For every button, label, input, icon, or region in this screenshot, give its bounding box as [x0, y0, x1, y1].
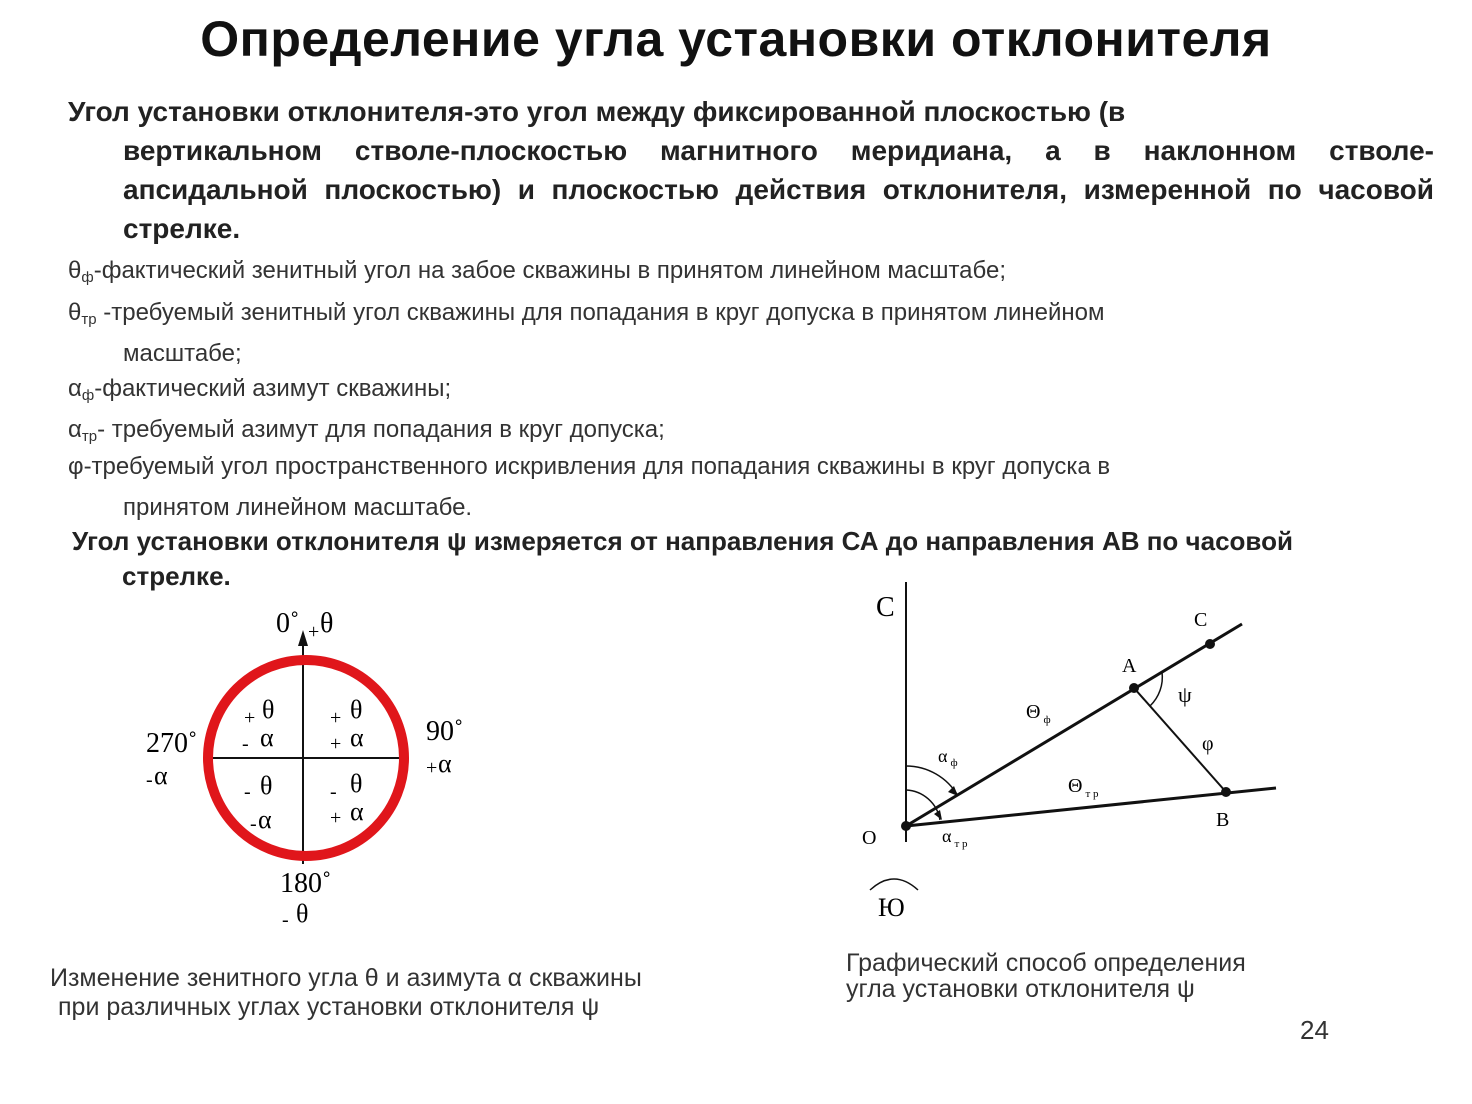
legend-text-continuation: масштабе;: [123, 340, 242, 367]
point-A: [1129, 683, 1139, 693]
legend-text: -фактический зенитный угол на забое скважины в принятом линейном масштабе;: [93, 257, 1007, 284]
label-south: Ю: [878, 893, 905, 922]
label-left-symbol: α: [154, 761, 168, 790]
legend-text-continuation: принятом линейном масштабе.: [123, 494, 473, 521]
legend-item-alpha-tr: [68, 413, 1434, 454]
svg-text:θ: θ: [350, 769, 363, 798]
svg-text:θ: θ: [262, 695, 275, 724]
svg-text:-: -: [250, 813, 257, 835]
quadrant-top-right: [330, 695, 364, 755]
svg-text:-: -: [330, 781, 337, 803]
legend-text: -требуемый зенитный угол скважины для попадания в круг допуска в принятом линейном: [96, 299, 1105, 326]
label-left-angle: 270˚: [146, 728, 198, 759]
label-bottom-sign: -: [282, 909, 289, 931]
label-right-angle: 90˚: [426, 716, 464, 747]
svg-text:-: -: [244, 781, 251, 803]
label-right-symbol: α: [438, 749, 452, 778]
label-point-B: B: [1216, 809, 1230, 831]
label-north-axis: С: [876, 592, 895, 623]
note-continuation: стрелке.: [122, 561, 231, 591]
svg-text:α: α: [350, 797, 364, 826]
svg-text:+: +: [330, 707, 342, 729]
svg-text:α: α: [260, 723, 274, 752]
note-line-first: Угол установки отклонителя ψ измеряется от направления СА до направления АВ по часовой: [72, 526, 1293, 556]
svg-text:θ: θ: [260, 771, 273, 800]
label-psi: ψ: [1178, 682, 1192, 707]
legend-symbol: $\alpha_{тр}$: [68, 416, 98, 445]
label-alpha-f: α $_ф$: [938, 746, 958, 769]
legend-text: -фактический азимут скважины;: [94, 375, 452, 402]
svg-text:+: +: [244, 707, 256, 729]
legend-symbol: $\theta_ф$: [68, 257, 94, 286]
legend-symbol: $\alpha_ф$: [68, 375, 95, 404]
label-top-angle: 0˚: [276, 608, 300, 639]
legend-item-theta-tr: [68, 296, 1434, 371]
page-number: 24: [1300, 1015, 1329, 1045]
point-O: [901, 821, 911, 831]
legend-text: - требуемый азимут для попадания в круг допуска;: [97, 416, 665, 443]
label-theta-tr: Θ $_{т р}$: [1068, 775, 1099, 800]
label-right-sign: +: [426, 757, 438, 779]
label-point-A: A: [1122, 655, 1137, 677]
label-top-sign: +: [308, 621, 320, 643]
svg-text:+: +: [330, 733, 342, 755]
label-bottom-angle: 180˚: [280, 868, 332, 899]
point-C: [1205, 639, 1215, 649]
label-left-sign: -: [146, 769, 153, 791]
definition-paragraph: [68, 92, 1434, 248]
caption-left-line1: Изменение зенитного угла θ и азимута α скважины: [50, 964, 642, 992]
definition-line-first: Угол установки отклонителя-это угол между фиксированной плоскостью (в: [68, 96, 1126, 127]
slide-title: Определение угла установки отклонителя: [200, 11, 1272, 67]
caption-right-line1: Графический способ определения: [846, 949, 1246, 977]
label-bottom-symbol: θ: [296, 899, 309, 928]
label-point-O: O: [862, 827, 877, 849]
circle-diagram: [130, 596, 490, 936]
label-top-symbol: θ: [320, 608, 334, 639]
caption-left: [50, 964, 642, 1022]
axis-arrow-icon: [298, 630, 308, 646]
caption-right: [846, 950, 1246, 1002]
quadrant-bottom-left: [244, 771, 272, 835]
svg-text:-: -: [242, 733, 249, 755]
label-alpha-tr: α $_{т р}$: [942, 826, 968, 850]
svg-text:+: +: [330, 807, 342, 829]
svg-text:α: α: [258, 805, 272, 834]
definition-continuation: вертикальном стволе-плоскостью магнитного меридиана, а в наклонном стволе-апсидальной плоскостью) и плоскостью действия отклонителя, измеренной по часовой стрелке.: [123, 135, 1434, 244]
quadrant-top-left: [242, 695, 274, 755]
label-phi: φ: [1202, 733, 1214, 755]
south-arc-icon: [870, 879, 918, 890]
legend-text: -требуемый угол пространственного искривления для попадания скважины в круг допуска в: [83, 453, 1111, 480]
label-point-C: C: [1194, 609, 1208, 631]
caption-right-line2: угла установки отклонителя ψ: [846, 975, 1195, 1003]
arc-arrow-icon: [934, 810, 942, 820]
legend-symbol: $\theta_{тр}$: [68, 299, 97, 328]
legend-symbol: φ: [68, 453, 84, 480]
quadrant-bottom-right: [330, 769, 364, 829]
label-theta-f: Θ $_ф$: [1026, 701, 1051, 726]
arc-arrow-icon: [948, 786, 958, 796]
svg-text:θ: θ: [350, 695, 363, 724]
vector-diagram: [850, 574, 1290, 934]
svg-text:α: α: [350, 723, 364, 752]
point-B: [1221, 787, 1231, 797]
legend-item-theta-f: [68, 254, 1434, 295]
legend-item-alpha-f: [68, 372, 1434, 413]
caption-left-line2: при различных углах установки отклонителя ψ: [58, 993, 600, 1021]
legend-item-phi: [68, 450, 1434, 525]
